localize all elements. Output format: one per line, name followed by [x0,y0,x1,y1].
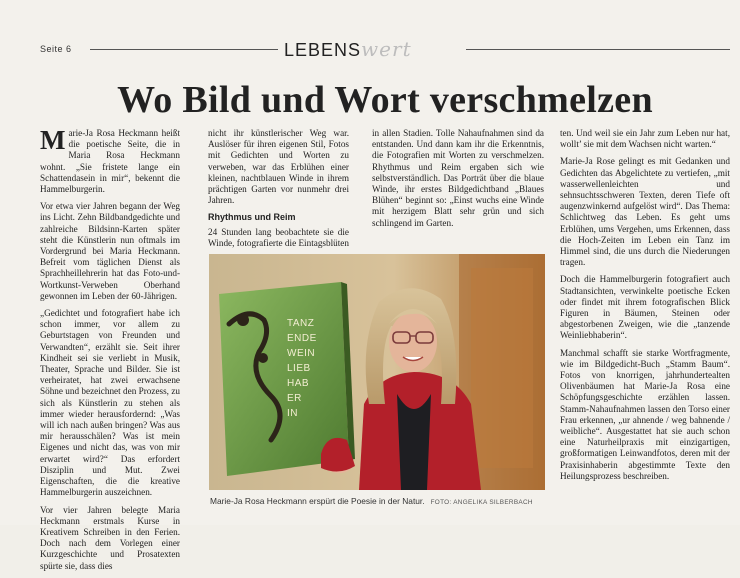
paragraph: Doch die Hammelburgerin fotografiert auch Stadtansichten, verwinkelte poetische Ecken oder findet mit ihrem fotografischen Blick Figuren in Bäumen, Steinen oder abgestorbenen Zweigen, wie die „tanzende Weinliebhaberin“. [560,274,730,341]
section-title-italic: wert [361,37,412,61]
paragraph: „Gedichtet und fotografiert habe ich schon immer, vor allem zu Geburtstagen von Freunden und Verwandten“, erzählt sie. Seit ihrer Kindheit sei sie verliebt in Musik, Theater, Sprache und Bilder. Sie ist verheiratet, hat zwei erwachsene Söhne und bezeichnet den Prozess, zu sich als Künstlerin zu stehen als immer wieder herausfordernd: „Was will ich nach außen bringen? Was aus mir herausschälen? Was ist mein Eigenes und nicht das, was von mir erwartet wird?“ Das erfordert Disziplin und Mut. Zwei Eigenschaften, die die kreative Hammelburgerin auszeichnen. [40,308,180,498]
book-title-line: HAB [287,378,310,389]
headline: Wo Bild und Wort verschmelzen [117,79,653,121]
paragraph: Vor vier Jahren belegte Maria Heckmann erstmals Kurse in Kreativem Schreiben in den Ferien. Doch nach dem Vorlegen einer Kurzgeschichte und Prosatexten spürte sie, dass dies [40,504,180,571]
book-title-line: LIEB [287,363,311,374]
drop-cap: M [40,125,66,155]
paragraph: in allen Stadien. Tolle Nahaufnahmen sind da entstanden. Und dann kam ihr die Erkenntnis, die Fotografien mit Worten zu verschmelzen. Rhythmus und Reim ergaben sich wie selbstverständlich. Das Porträt über die blaue Winde, ihr erstes Bildgedichtband „Blaues Blühen“ beginnt so: „Einst wuchs eine Winde mit herzigem Blatt sehr grün und sich schlingend im Garten. [372,128,544,228]
paragraph-text: arie-Ja Rosa Heckmann heißt die poetische Seite, die in Maria Rosa Heckmann wohnt. „Sie fristete lange ein Schattendasein in mir“, bekennt die Hammelburgerin. [40,128,180,195]
article-column-4 [560,128,730,488]
article-photo [209,254,545,490]
paragraph: Vor etwa vier Jahren begann der Weg ins Licht. Zehn Bildbandgedichte und zahlreiche Bildsinn-Karten später steht die Künstlerin nun oftmals im Vordergrund bei Maria Heckmann. Befreit vom täglichen Dienst als Sprachheillehrerin hat das Foto-und-Wortkunst-Verweben Oberhand gewonnen im Leben der 60-Jährigen. [40,201,180,301]
paragraph: nicht ihr künstlerischer Weg war. Auslöser für ihren eigenen Stil, Fotos mit Gedichten und Worten zu verweben, war das Erblühen einer kleinen, nachtblauen Winde in ihrem prächtigen Garten vor nunmehr drei Jahren. [208,128,349,206]
header-rule-left [90,49,278,50]
section-logo [284,37,412,59]
paragraph: Marie-Ja Rose gelingt es mit Gedanken und Gedichten das Abgelichtete zu vertiefen, „mit wasserwellenleichten und sehnsuchtsschweren Texten, deren Tiefe oft augenzwinkernd aufgelöst wird“. Das Thema: Schlichtweg das Leben. Es geht ums Erblühen, ums Vergehen, ums Erkennen, dass die Hoch-Zeiten im Leben ein Tanz im Himmel sind, die uns durch die Niederungen tragen. [560,156,730,268]
book-title-line: ER [287,393,302,404]
paragraph: ten. Und weil sie ein Jahr zum Leben nur hat, wollt’ sie mit dem Wachsen nicht warten.“ [560,128,730,150]
book-title-line: TANZ [287,318,315,329]
paragraph [40,125,180,195]
photo-illustration [209,254,545,490]
book-title-line: IN [287,408,298,419]
photo-credit: FOTO: ANGELIKA SILBERBACH [430,499,533,506]
article-column-2 [208,128,349,255]
photo-caption-line [210,496,550,506]
book-title-line: ENDE [287,333,317,344]
subheading: Rhythmus und Reim [208,212,296,223]
paragraph: 24 Stunden lang beobachtete sie die Winde, fotografierte die Eintagsblüten [208,226,349,248]
book-title-line: WEIN [287,348,316,359]
section-title-bold: LEBENS [284,40,362,60]
header-rule-right [466,49,730,50]
photo-caption: Marie-Ja Rosa Heckmann erspürt die Poesie in der Natur. [210,496,425,506]
page-number: Seite 6 [40,44,72,54]
article-column-1 [40,125,180,578]
paragraph: Manchmal schafft sie starke Wortfragmente, wie im Bildgedicht-Buch „Stamm Baum“. Fotos von knorrigen, jahrhundertealten Olivenbäumen hat Marie-Ja Rosa eine Schöpfungsgeschichte erzählen lassen. Stamm-Nahaufnahmen lassen den Torso einer Frau erkennen, „ur ahnende / weg bahnende / weibliche“. Ausgestattet hat sie auch schon eine Naturheilpraxis mit einzigartigen, großformatigen Leinwandfotos, deren mit der Praxisinhaberin abgestimmte Texte den Heilungsprozess beschreiben. [560,347,730,481]
article-column-3 [372,128,544,235]
